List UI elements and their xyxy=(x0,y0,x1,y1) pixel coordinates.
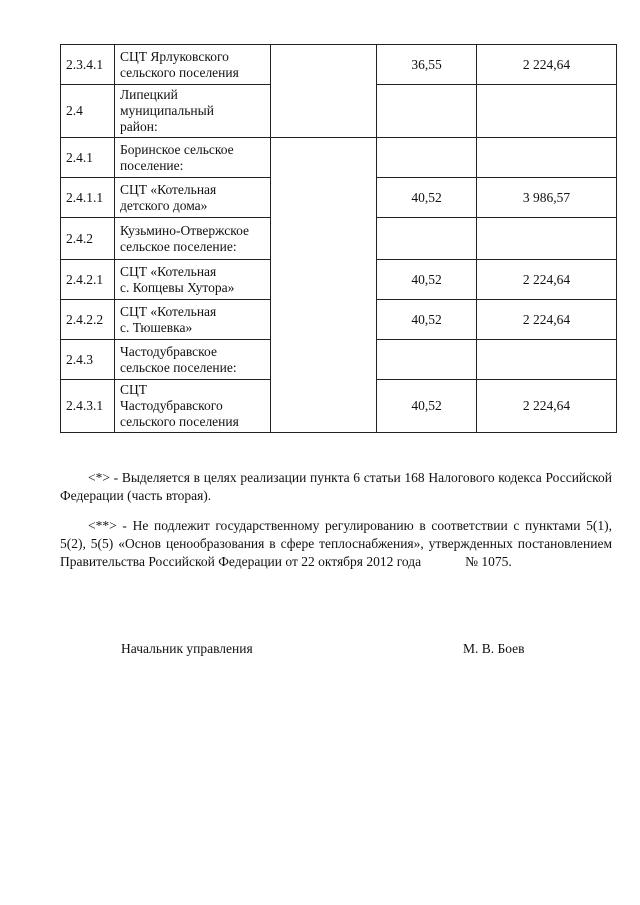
row-value1 xyxy=(377,340,477,380)
row-number: 2.3.4.1 xyxy=(61,45,115,85)
blank-cell xyxy=(271,45,377,138)
row-number: 2.4.2.2 xyxy=(61,300,115,340)
table-row xyxy=(61,138,617,178)
row-value1: 36,55 xyxy=(377,45,477,85)
row-name: СЦТ «Котельная с. Копцевы Хутора» xyxy=(115,260,271,300)
row-value1 xyxy=(377,218,477,260)
row-value1: 40,52 xyxy=(377,260,477,300)
row-value1 xyxy=(377,85,477,138)
row-name: Липецкий муниципальный район: xyxy=(115,85,271,138)
row-value2 xyxy=(477,85,617,138)
footnote-vat xyxy=(60,469,612,505)
row-number: 2.4.2.1 xyxy=(61,260,115,300)
footnote-unregulated xyxy=(60,517,612,571)
row-name: Кузьмино-Отвержское сельское поселение: xyxy=(115,218,271,260)
row-number: 2.4.1.1 xyxy=(61,178,115,218)
row-number: 2.4 xyxy=(61,85,115,138)
row-number: 2.4.1 xyxy=(61,138,115,178)
footnote-text: <**> - Не подлежит государственному регулированию в соответствии с пунктами 5(1), 5(2), 5(5) «Основ ценообразования в сфере теплоснабжения», утвержденных постановлением Правительства Российской Федерации от 22 октября 2012 года № 1075. xyxy=(60,518,612,569)
signatory-role: Начальник управления xyxy=(121,641,253,656)
row-value2: 2 224,64 xyxy=(477,300,617,340)
row-value1: 40,52 xyxy=(377,380,477,433)
row-name: СЦТ «Котельная детского дома» xyxy=(115,178,271,218)
tariff-table xyxy=(60,44,617,433)
row-value1: 40,52 xyxy=(377,178,477,218)
row-value2 xyxy=(477,340,617,380)
row-number: 2.4.3.1 xyxy=(61,380,115,433)
row-value2: 2 224,64 xyxy=(477,380,617,433)
row-name: СЦТ «Котельная с. Тюшевка» xyxy=(115,300,271,340)
row-name: СЦТ Частодубравского сельского поселения xyxy=(115,380,271,433)
table-row xyxy=(61,45,617,85)
signatory-name: М. В. Боев xyxy=(463,641,525,656)
row-value2: 2 224,64 xyxy=(477,260,617,300)
row-value1: 40,52 xyxy=(377,300,477,340)
row-value2: 3 986,57 xyxy=(477,178,617,218)
row-number: 2.4.2 xyxy=(61,218,115,260)
row-value1 xyxy=(377,138,477,178)
blank-cell xyxy=(271,138,377,433)
row-name: СЦТ Ярлуковского сельского поселения xyxy=(115,45,271,85)
footnote-text: <*> - Выделяется в целях реализации пункта 6 статьи 168 Налогового кодекса Российской Федерации (часть вторая). xyxy=(60,470,612,503)
row-value2: 2 224,64 xyxy=(477,45,617,85)
row-value2 xyxy=(477,218,617,260)
row-number: 2.4.3 xyxy=(61,340,115,380)
row-name: Боринское сельское поселение: xyxy=(115,138,271,178)
row-value2 xyxy=(477,138,617,178)
row-name: Частодубравское сельское поселение: xyxy=(115,340,271,380)
